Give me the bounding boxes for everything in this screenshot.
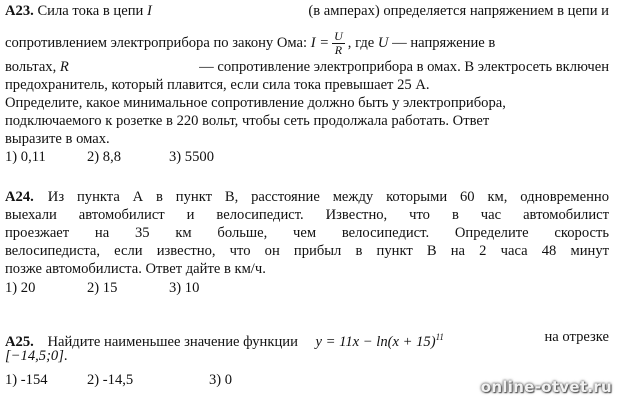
a24-line-4: велосипедиста, если известно, что он прибыл в пункт В на 2 часа 48 минут — [5, 243, 609, 259]
a23-line-7: выразите в омах. — [5, 131, 110, 147]
a23-option-2: 2) 8,8 — [87, 149, 122, 165]
site-watermark: online-otvet.ru — [480, 378, 612, 396]
a24-line-1: А24. Из пункта А в пункт В, расстояние между которыми 60 км, одновременно — [5, 189, 609, 205]
a24-options — [5, 279, 199, 297]
a24-option-3: 3) 10 — [169, 280, 200, 296]
a25-exponent: 11 — [435, 332, 444, 342]
a23-option-1: 1) 0,11 — [5, 149, 46, 165]
ohm-law-fraction: $\frac{U}{R}$ — [334, 29, 343, 57]
a23-line-5: Определите, какое минимальное сопротивление должно быть у электроприбора, — [5, 95, 506, 111]
a25-line-2: [−14,5;0]. — [5, 348, 68, 364]
a25-line-1: А25. Найдите наименьшее значение функции $y = 11x - \ln(x + 15)^{11}$ на отрезке — [5, 329, 609, 350]
a24-option-2: 2) 15 — [87, 280, 118, 296]
a25-option-1: 1) -154 — [5, 372, 48, 388]
a25-options — [5, 371, 232, 389]
a23-line-6: подключаемого к розетке в 220 вольт, чтобы сеть продолжала работать. Ответ — [5, 113, 490, 129]
a23-option-3: 3) 5500 — [169, 149, 214, 165]
a24-label: А24. — [5, 189, 34, 205]
a23-line-1: А23. Сила тока в цепи I (в амперах) определяется напряжением в цепи и — [5, 3, 609, 19]
a25-formula: y = 11x − ln(x + 15) — [315, 333, 436, 350]
a24-line-5: позже автомобилиста. Ответ дайте в км/ч. — [5, 261, 266, 277]
a25-interval: [−14,5;0] — [5, 348, 64, 364]
a23-options — [5, 148, 214, 166]
a24-line-3: проезжает на 35 км больше, чем велосипедист. Определите скорость — [5, 225, 609, 241]
a25-option-2: 2) -14,5 — [87, 372, 134, 388]
a23-label: А23. — [5, 3, 34, 19]
a23-line-2: сопротивлением электроприбора по закону Ома: I = $\frac{U}{R}$ , где U — напряжение в — [5, 29, 496, 57]
ohm-law-lhs: I = — [310, 34, 330, 51]
a23-line-3: вольтах, R — сопротивление электроприбора в омах. В электросеть включен — [5, 59, 609, 75]
a25-option-3: 3) 0 — [209, 372, 233, 388]
a24-line-2: выехали автомобилист и велосипедист. Известно, что в час автомобилист — [5, 207, 609, 223]
a24-option-1: 1) 20 — [5, 280, 36, 296]
a23-line-4: предохранитель, который плавится, если сила тока превышает 25 А. — [5, 77, 430, 93]
a25-label: А25. — [5, 333, 34, 350]
